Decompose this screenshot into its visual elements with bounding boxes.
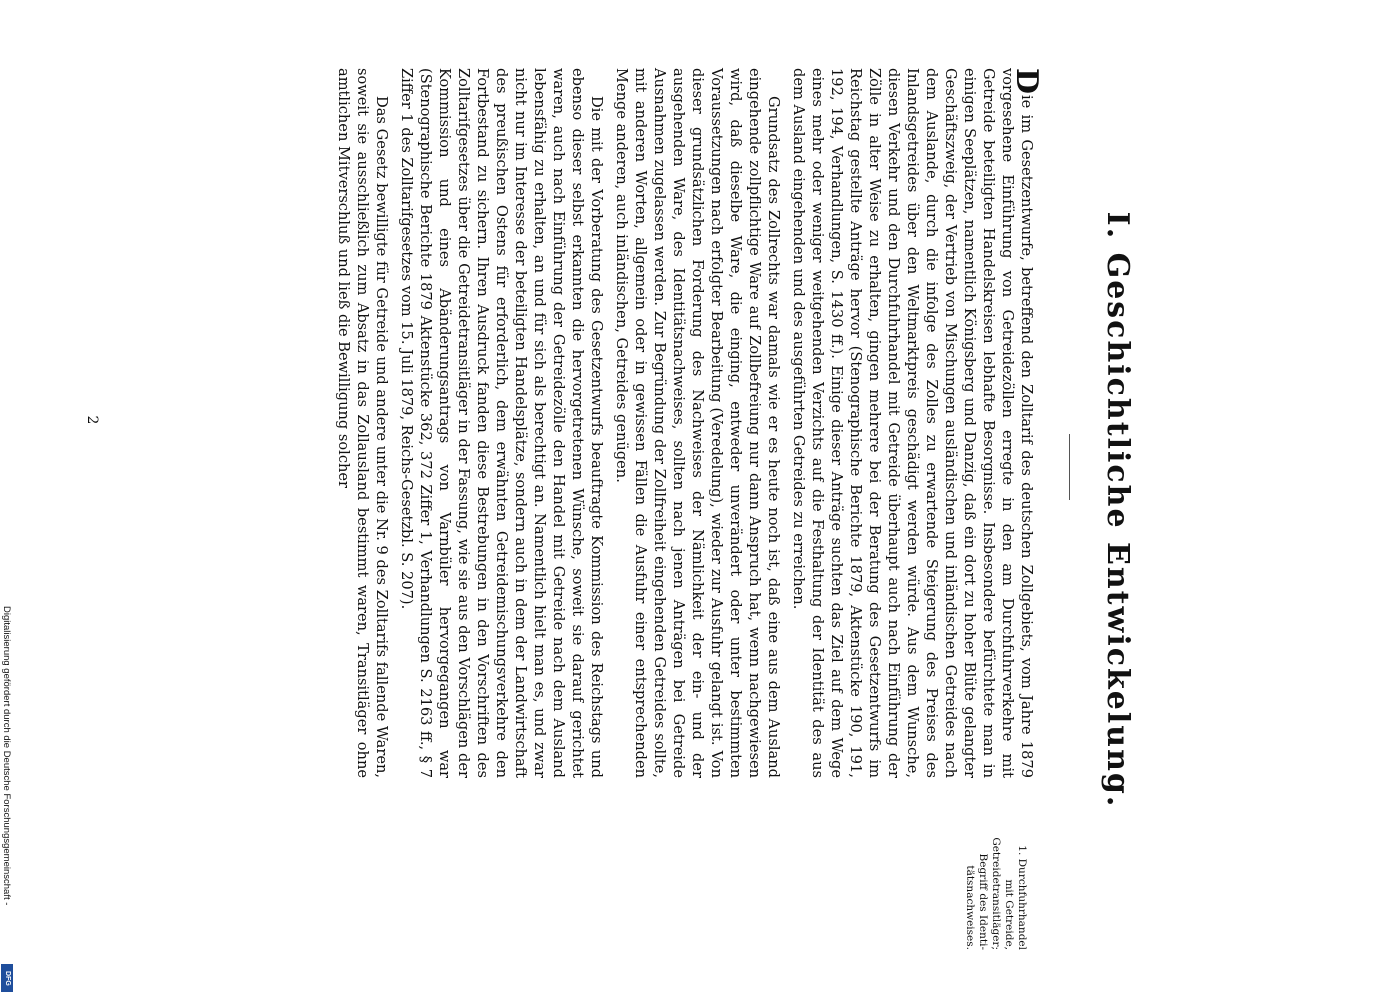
chapter-title: I. Geschichtliche Entwickelung. <box>1100 211 1135 809</box>
paragraph-2: Grundsatz des Zollrechts war damals wie er es heute noch ist, daß eine aus dem Ausland eingehende zollpflichtige Ware auf Zollbefreiung nur dann Anspruch hat, wenn nachgewiesen wird, daß dieselbe Ware, die einging, entweder unverändert oder unter bestimmten Voraussetzungen nach erfolgter Bearbeitung (Veredelung), wieder zur Ausfuhr gelangt ist. Von dieser grundsätzlichen Forderung des Nachweises der Nämlichkeit der ein- und der ausgehenden Ware, des Identitätsnachweises, sollten nach jenen Anträgen bei Getreide Ausnahmen zugelassen werden. Zur Begründung der Zollfreiheit eingehenden Getreides sollte, mit anderen Worten, allgemein oder in gewissen Fällen die Ausfuhr einer entsprechenden Menge anderen, auch inländischen, Getreides genügen. <box>613 68 782 778</box>
dfg-logo-icon: DFG <box>1 964 13 992</box>
margin-note: 1. Durchfuhrhandel mit Getreide, Getreidetransitläger; Begriff des Identi- tätsnachweises. <box>964 837 1028 950</box>
page-number: 2 <box>84 415 100 425</box>
drop-cap: D <box>1009 68 1044 95</box>
rotated-document <box>60 60 1140 960</box>
digitization-note: Digitalisierung gefördert durch die Deutsche Forschungsgemeinschaft - <box>1 606 12 906</box>
title-divider <box>1069 434 1070 500</box>
paragraph-4: Das Gesetz bewilligte für Getreide und andere unter die Nr. 9 des Zolltarifs fallende Waren, soweit sie ausschließlich zum Absatz in das Zollausland bestimmt waren, Transitläger ohne amtlichen Mitverschluß und ließ die Bewilligung solcher <box>335 68 390 778</box>
paragraph-1 <box>789 68 1044 778</box>
paragraph-1-text: ie im Gesetzentwurfe, betreffend den Zolltarif des deutschen Zollgebiets, vom Jahre 1879 vorgesehene Einführung von Getreidezöllen erregte in den am Durchfuhrverkehre mit Getreide beteiligten Handelskreisen lebhafte Besorgnisse. Insbesondere befürchtete man in einigen Seeplätzen, namentlich Königsberg und Danzig, daß ein dort zu hoher Blüte gelangter Geschäftszweig, der Vertrieb von Mischungen ausländischen und inländischen Getreides nach dem Auslande, durch die infolge des Zolles zu erwartende Steigerung des Preises des Inlandsgetreides über den Weltmarktpreis geschädigt werden würde. Aus dem Wunsche, diesen Verkehr und den Durchfuhrhandel mit Getreide überhaupt auch nach Einführung der Zölle in alter Weise zu erhalten, gingen mehrere bei der Beratung des Gesetzentwurfs im Reichstag gestellte Anträge hervor (Stenographische Berichte 1879, Aktenstücke 190, 191, 192, 194, Verhandlungen, S. 1430 ff.). Einige dieser Anträge suchten das Ziel auf dem Wege eines mehr oder weniger weitgehenden Verzichts auf die Festhaltung der Identität des aus dem Ausland eingehenden und des ausgeführten Getreides zu erreichen. <box>790 68 1035 778</box>
paragraph-3: Die mit der Vorberatung des Gesetzentwurfs beauftragte Kommission des Reichstags und ebenso dieser selbst erkannten die hervorgetretenen Wünsche, soweit sie darauf gerichtet waren, auch nach Einführung der Getreidezölle den Handel mit Getreide nach dem Ausland lebensfähig zu erhalten, an und für sich als berechtigt an. Namentlich hielt man es, und zwar nicht nur im Interesse der beteiligten Handelsplätze, sondern auch in dem der Landwirtschaft des preußischen Ostens für erforderlich, dem erwähnten Getreidemischungsverkehre den Fortbestand zu sichern. Ihren Ausdruck fanden diese Bestrebungen in den Vorschriften des Zolltarifgesetzes über die Getreidetransitläger in der Fassung, wie sie aus den Vorschlägen der Kommission und eines Abänderungsantrags von Varnbüler hervorgegangen war (Stenographische Berichte 1879 Aktenstücke 362, 372 Ziffer 1, Verhandlungen S. 2163 ff., § 7 Ziffer 1 des Zolltarifgesetzes vom 15. Juli 1879, Reichs-Gesetzbl. S. 207). <box>398 68 605 778</box>
body-text <box>328 68 1044 778</box>
